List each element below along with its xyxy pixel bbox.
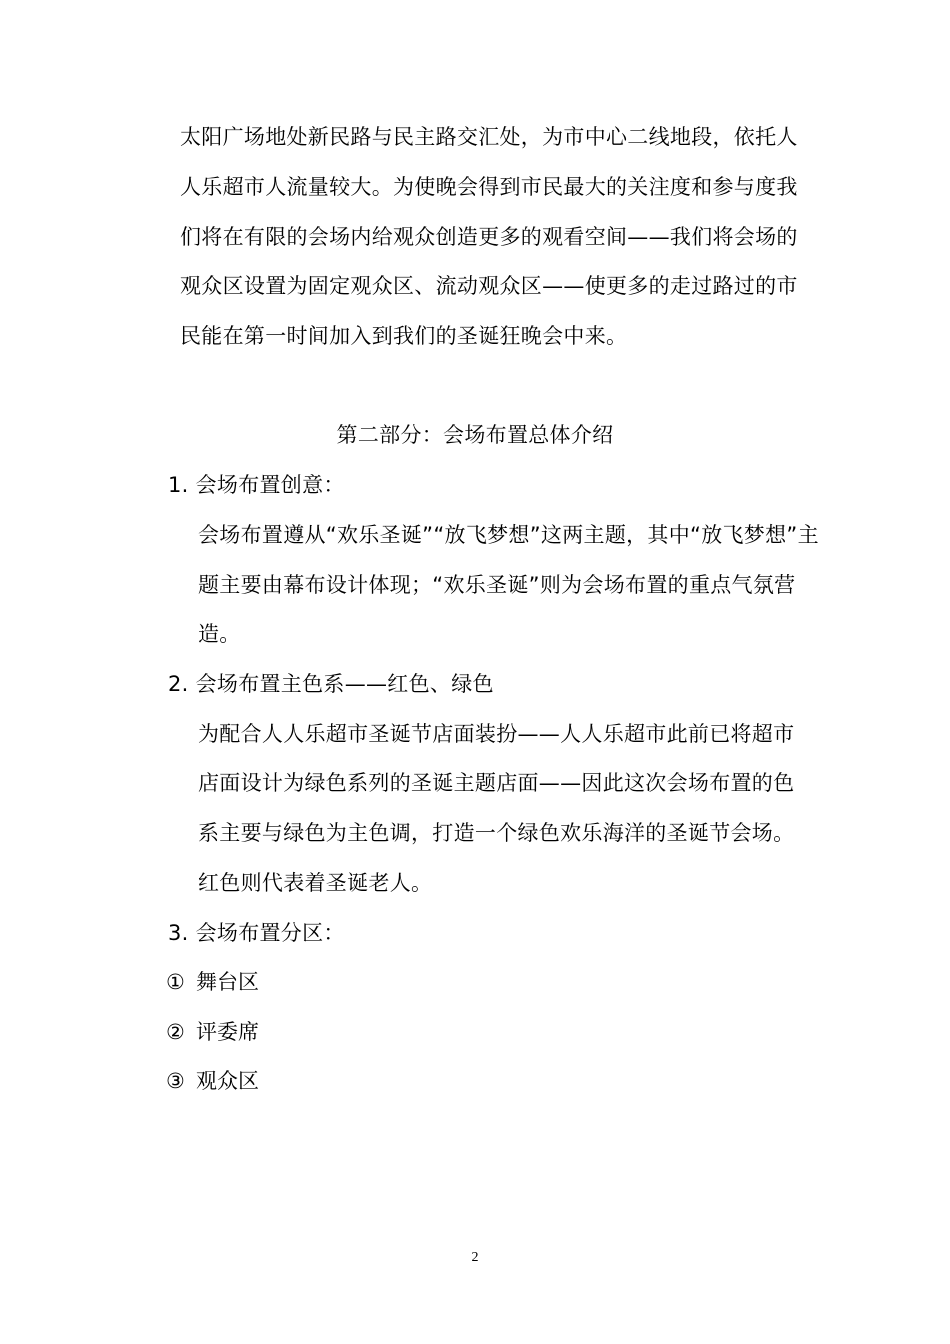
intro-line: 太阳广场地处新民路与民主路交汇处，为市中心二线地段，依托人 bbox=[180, 125, 798, 149]
zone-number: ① bbox=[166, 970, 185, 994]
item-1-line: 题主要由幕布设计体现；“欢乐圣诞”则为会场布置的重点气氛营 bbox=[198, 573, 796, 597]
zone-label: 舞台区 bbox=[196, 970, 259, 994]
intro-line: 观众区设置为固定观众区、流动观众区——使更多的走过路过的市 bbox=[180, 274, 798, 298]
page-number: 2 bbox=[471, 1250, 479, 1265]
item-3-title: 3. 会场布置分区： bbox=[168, 921, 345, 945]
item-1-line: 造。 bbox=[198, 622, 241, 646]
zone-item bbox=[166, 967, 259, 997]
zone-number: ③ bbox=[166, 1069, 185, 1093]
intro-line: 们将在有限的会场内给观众创造更多的观看空间——我们将会场的 bbox=[180, 225, 798, 249]
intro-line: 人乐超市人流量较大。为使晚会得到市民最大的关注度和参与度我 bbox=[180, 175, 798, 199]
item-2-line: 红色则代表着圣诞老人。 bbox=[198, 871, 433, 895]
zone-label: 评委席 bbox=[196, 1020, 259, 1044]
item-2-line: 系主要与绿色为主色调，打造一个绿色欢乐海洋的圣诞节会场。 bbox=[198, 821, 795, 845]
zone-item bbox=[166, 1017, 259, 1047]
section-heading: 第二部分：会场布置总体介绍 bbox=[336, 423, 614, 447]
item-1-title: 1. 会场布置创意： bbox=[168, 473, 345, 497]
intro-line: 民能在第一时间加入到我们的圣诞狂晚会中来。 bbox=[180, 324, 628, 348]
zone-item bbox=[166, 1066, 259, 1096]
item-2-line: 店面设计为绿色系列的圣诞主题店面——因此这次会场布置的色 bbox=[198, 771, 795, 795]
item-1-line: 会场布置遵从“欢乐圣诞”“放飞梦想”这两主题，其中“放飞梦想”主 bbox=[198, 523, 819, 547]
item-2-line: 为配合人人乐超市圣诞节店面装扮——人人乐超市此前已将超市 bbox=[198, 722, 795, 746]
zone-number: ② bbox=[166, 1020, 185, 1044]
item-2-title: 2. 会场布置主色系——红色、绿色 bbox=[168, 672, 494, 696]
zone-label: 观众区 bbox=[196, 1069, 259, 1093]
